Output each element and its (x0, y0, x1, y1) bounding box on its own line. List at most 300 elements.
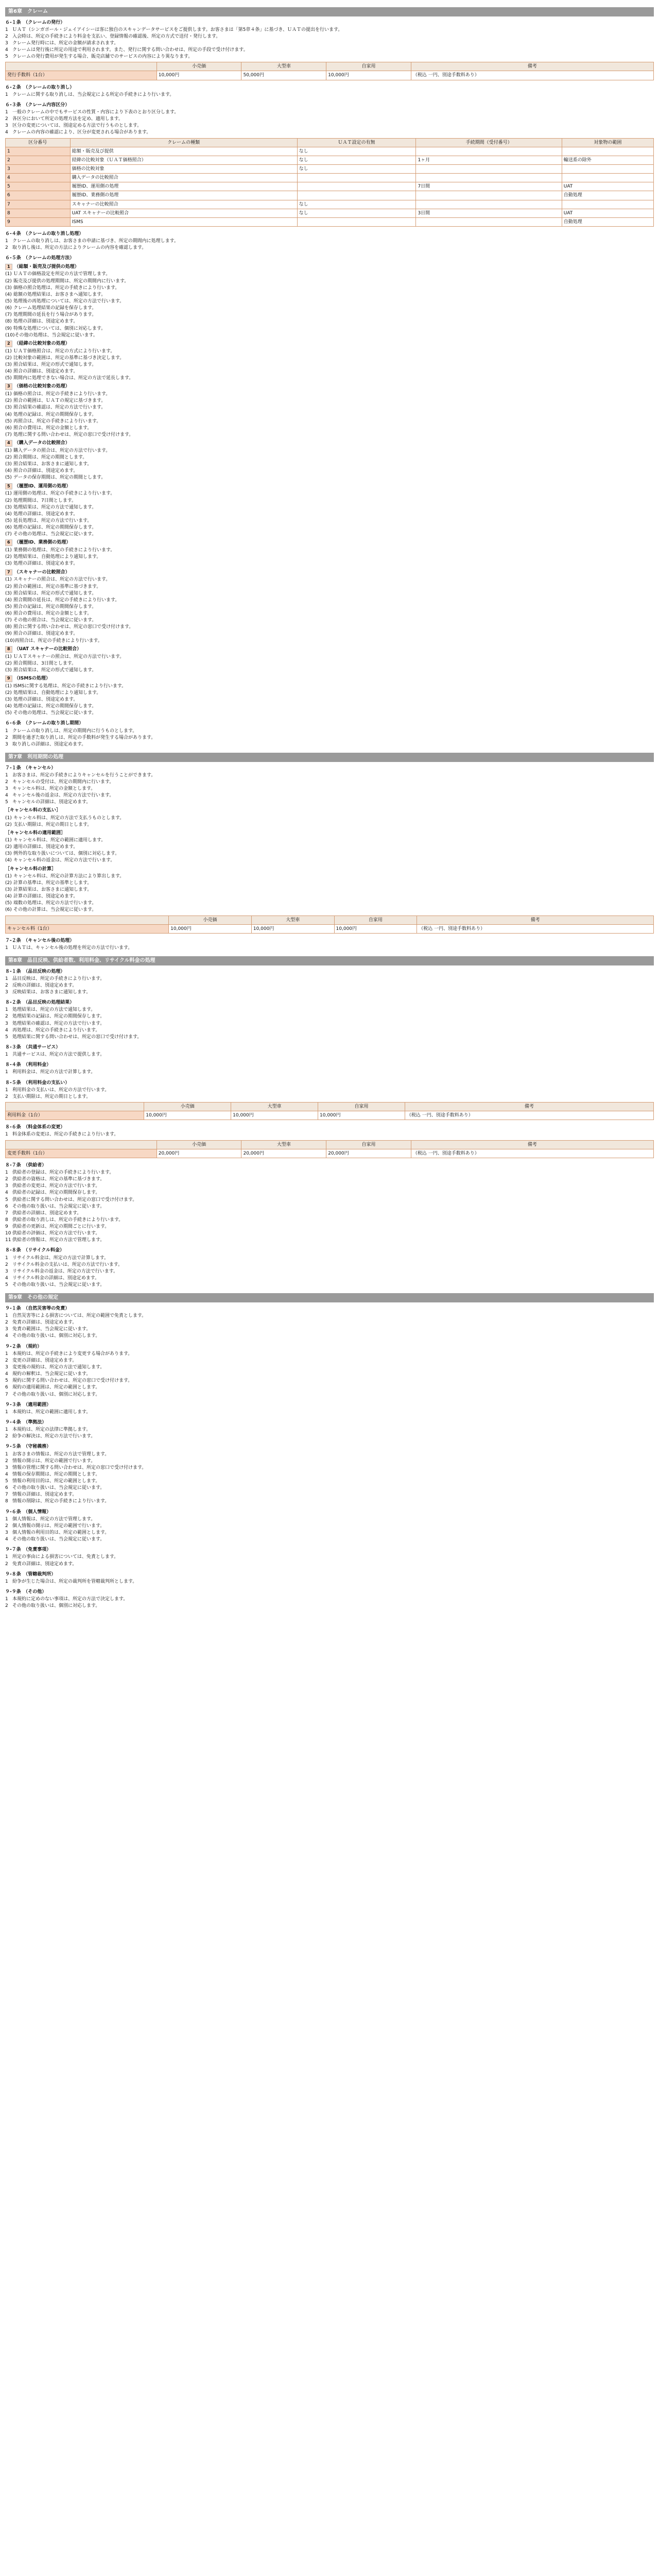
list-item (5, 900, 654, 906)
list-item-text: 処理結果は、自動処理により通知します。 (13, 690, 101, 696)
list-item-number: (2) (5, 455, 12, 460)
list-item-number: (9) (5, 326, 12, 331)
article (5, 938, 654, 951)
article (5, 1247, 654, 1288)
paragraph (5, 1371, 654, 1377)
table-cell: キャンセル料（1台） (6, 924, 169, 933)
table-cell: （税込 一円、別途手数料あり） (405, 1111, 653, 1120)
list-item-text: 計算の基準は、所定の基準とします。 (13, 880, 92, 886)
list-item-text: キャンセル料は、所定の範囲に適用します。 (13, 837, 106, 843)
paragraph-text: 紛争が生じた場合は、所定の裁判所を管轄裁判所とします。 (12, 1579, 137, 1584)
table-cell: （税込 一円、別途手数料あり） (417, 924, 654, 933)
list-item (5, 822, 654, 828)
table-row (6, 71, 654, 80)
list-item-number: (6) (5, 525, 12, 531)
table-cell: ISMS (70, 217, 297, 226)
paragraph-number: 3 (5, 1530, 8, 1536)
list-item-text: 照合期間は、所定の期間とします。 (13, 455, 88, 460)
paragraph-text: 自然災害等による損害については、所定の範囲で免責とします。 (12, 1313, 147, 1318)
article (5, 1444, 654, 1504)
paragraph-text: 本規約は、所定の範囲に適用します。 (12, 1409, 91, 1415)
table-header-row (6, 916, 654, 924)
subsection-badge: 8 (5, 646, 12, 653)
list-item-text: 照合期間の延長は、所定の手続きにより行います。 (13, 597, 120, 603)
paragraph-text: クレーム発行時には、所定の金額が請求されます。 (12, 40, 119, 46)
table-cell (416, 165, 562, 174)
paragraph (5, 1131, 654, 1138)
paragraph (5, 1275, 654, 1281)
paragraph (5, 1427, 654, 1433)
paragraph-number: 7 (5, 1392, 8, 1397)
table-header-cell (6, 1102, 144, 1111)
paragraph-number: 1 (5, 1007, 8, 1013)
subsection-badge: 6 (5, 539, 12, 546)
paragraph-number: 2 (5, 1434, 8, 1439)
paragraph-number: 1 (5, 1516, 8, 1522)
paragraph (5, 1326, 654, 1332)
paragraph-number: 4 (5, 1027, 8, 1033)
table-header-cell: 小売価 (144, 1102, 231, 1111)
paragraph (5, 1190, 654, 1196)
list-item (5, 292, 654, 298)
table-header-cell: 小売価 (169, 916, 252, 924)
list-item (5, 851, 654, 857)
list-item-text: 再照合は、所定の手続きにより行います。 (13, 418, 101, 424)
paragraph (5, 1268, 654, 1275)
list-item-number: (4) (5, 858, 12, 863)
table-row (6, 217, 654, 226)
paragraph-text: お客さまは、所定の手続きによりキャンセルを行うことができます。 (12, 772, 156, 778)
fee-table (5, 1140, 654, 1158)
list-item-text: キャンセル料の返金は、所定の方法で行います。 (13, 858, 115, 863)
list-item-number: (5) (5, 518, 12, 523)
list-item (5, 667, 654, 673)
table-cell: 1ヶ月 (416, 156, 562, 164)
paragraph-text: クレームの取り消しは、所定の期間内に行うものとします。 (12, 728, 137, 734)
paragraph-text: 処理結果の記録は、所定の期間保存します。 (12, 1014, 105, 1020)
paragraph (5, 1237, 654, 1243)
list-item (5, 312, 654, 318)
paragraph (5, 1351, 654, 1357)
paragraph (5, 123, 654, 129)
list-item-number: (7) (5, 312, 12, 318)
subsection-badge: 2 (5, 341, 12, 347)
paragraph-number: 1 (5, 1070, 8, 1075)
paragraph-number: 1 (5, 1554, 8, 1560)
list-item-number: (1) (5, 683, 12, 689)
paragraph (5, 92, 654, 98)
list-item-number: (2) (5, 880, 12, 886)
table-cell: 6 (6, 191, 71, 200)
paragraph-text: クレームの発行費用が発生する場合、販売店舗でのサービスの内容により異なります。 (12, 54, 193, 60)
paragraph (5, 1478, 654, 1484)
paragraph-text: リサイクル料金の返金は、所定の方法で行います。 (12, 1268, 118, 1274)
table-header-cell: 自家用 (326, 62, 411, 71)
subsection-badge: 5 (5, 483, 12, 490)
list-item-number: (6) (5, 425, 12, 431)
paragraph-text: 規約の適用範囲は、所定の範囲とします。 (12, 1385, 100, 1391)
paragraph (5, 1358, 654, 1364)
subsection-heading (5, 830, 654, 836)
paragraph-text: 情報の管理に関する問い合わせは、所定の窓口で受け付けます。 (12, 1465, 147, 1470)
list-item (5, 683, 654, 689)
table-row (6, 924, 654, 933)
list-item-text: 照合の詳細は、別途定めます。 (13, 369, 78, 374)
table-header-cell (6, 916, 169, 924)
paragraph-number: 2 (5, 1561, 8, 1567)
list-item-number: (1) (5, 348, 12, 354)
subsection-heading (5, 675, 654, 682)
list-item-text: 計算の詳細は、別途定めます。 (13, 894, 78, 900)
paragraph-number: 5 (5, 1197, 8, 1202)
list-item (5, 907, 654, 913)
list-item-number: (4) (5, 511, 12, 517)
article (5, 20, 654, 80)
list-item-number: (2) (5, 584, 12, 589)
list-item-number: (4) (5, 468, 12, 474)
paragraph-number: 3 (5, 989, 8, 995)
list-item (5, 490, 654, 497)
subsection-badge: 9 (5, 675, 12, 682)
paragraph-number: 3 (5, 1183, 8, 1189)
paragraph-text: 情報の詳細は、別途定めます。 (12, 1492, 77, 1498)
list-item-number: (1) (5, 272, 12, 277)
paragraph (5, 1094, 654, 1100)
paragraph-text: 供給者の評価は、所定の方法で行います。 (12, 1231, 100, 1236)
paragraph (5, 27, 654, 33)
list-item (5, 590, 654, 597)
paragraph-text: 情報の削除は、所定の手続きにより行います。 (12, 1499, 110, 1504)
table-cell (297, 182, 416, 191)
list-item-text: その他の処理は、当会規定に従います。 (13, 710, 97, 716)
paragraph-number: 5 (5, 1282, 8, 1288)
table-cell: 8 (6, 209, 71, 217)
paragraph-number: 1 (5, 1351, 8, 1357)
table-row (6, 191, 654, 200)
paragraph-text: 処理結果は、所定の方法で通知します。 (12, 1007, 96, 1013)
paragraph-number: 3 (5, 1268, 8, 1274)
paragraph-number: 1 (5, 1132, 8, 1138)
table-cell: 履歴ID、運用側の処理 (70, 182, 297, 191)
list-item-number: (2) (5, 844, 12, 850)
list-item (5, 561, 654, 567)
paragraph (5, 1052, 654, 1058)
list-item-number: (3) (5, 667, 12, 673)
paragraph (5, 1282, 654, 1288)
paragraph-text: 供給者の情報は、所定の方法で管理します。 (12, 1238, 105, 1243)
list-item (5, 368, 654, 375)
paragraph-number: 4 (5, 1471, 8, 1477)
table-header-cell: 備考 (417, 916, 654, 924)
paragraph-text: リサイクル料金の支払いは、所定の方法で行います。 (12, 1262, 123, 1267)
list-item (5, 454, 654, 461)
paragraph (5, 786, 654, 792)
paragraph-text: 本規約は、所定の手続きにより変更する場合があります。 (12, 1351, 133, 1357)
paragraph (5, 735, 654, 741)
paragraph-text: 変更の詳細は、別途定めます。 (12, 1358, 77, 1363)
paragraph-text: その他の取り扱いは、個別に対応します。 (12, 1603, 100, 1609)
table-row (6, 209, 654, 217)
article (5, 1080, 654, 1121)
list-item-number: (4) (5, 369, 12, 374)
paragraph-number: 1 (5, 1313, 8, 1318)
paragraph-number: 1 (5, 1052, 8, 1058)
paragraph (5, 1183, 654, 1189)
list-item-number: (3) (5, 405, 12, 411)
table-cell: 20,000円 (157, 1149, 241, 1158)
table-cell: スキャナーの比較照合 (70, 200, 297, 209)
list-item-text: 照合結果は、所定の形式で通知します。 (13, 667, 97, 673)
paragraph-number: 6 (5, 1385, 8, 1391)
list-item (5, 893, 654, 900)
list-item-text: 処理の記録は、所定の期間保存します。 (13, 525, 97, 531)
fee-table (5, 138, 654, 227)
paragraph-text: 本規約は、所定の法律に準拠します。 (12, 1427, 91, 1433)
table-cell (562, 147, 653, 156)
subsection-title: （履歴ID、運用側の処理） (14, 483, 71, 489)
paragraph (5, 1516, 654, 1522)
list-item-text: その他の処理は、当会規定に従います。 (14, 332, 98, 338)
paragraph (5, 1485, 654, 1491)
article (5, 999, 654, 1040)
subsection-title: （購入データの比較照合） (14, 440, 70, 446)
paragraph-text: 紛争の解決は、所定の方法で行います。 (12, 1434, 96, 1439)
article-heading: ６-２条 （クレームの取り消し） (5, 84, 75, 90)
paragraph-text: 料金体系の変更は、所定の手続きにより行います。 (12, 1132, 119, 1138)
list-item-text: 処理の詳細は、別途定めます。 (13, 511, 78, 517)
paragraph-number: 2 (5, 982, 8, 988)
list-item-text: 価格の照合処理は、所定の手続きにより行います。 (13, 285, 120, 291)
article-heading: ８-８条 （リサイクル料金） (5, 1248, 64, 1253)
list-item (5, 638, 654, 644)
article-heading: ８-７条 （供給者） (5, 1162, 47, 1168)
paragraph (5, 989, 654, 995)
table-row (6, 1149, 654, 1158)
paragraph (5, 116, 654, 122)
list-item (5, 654, 654, 660)
paragraph-text: その他の取り扱いは、当会規定に従います。 (12, 1282, 105, 1288)
article-heading: ９-６条 （個人情報） (5, 1509, 51, 1515)
table-row (6, 174, 654, 182)
table-cell (562, 174, 653, 182)
list-item-text: 照合の範囲は、ＵＡＴの規定に基づきます。 (13, 398, 106, 404)
list-item (5, 660, 654, 667)
paragraph-text: その他の取り扱いは、当会規定に従います。 (12, 1204, 105, 1209)
list-item (5, 857, 654, 863)
paragraph-number: 2 (5, 1523, 8, 1529)
paragraph (5, 1554, 654, 1560)
paragraph-text: 入会時は、所定の手続きにより料金を支払い、登録情報の確認後、所定の方式で送付・発行します。 (12, 33, 221, 39)
list-item-number: (2) (5, 355, 12, 361)
table-header-cell: 備考 (411, 62, 653, 71)
chapter-title: 第9章 その他の規定 (5, 1293, 654, 1302)
list-item-number: (5) (5, 901, 12, 906)
chapter-section (5, 1293, 654, 1609)
paragraph (5, 245, 654, 251)
table-cell: 10,000円 (251, 924, 334, 933)
list-item-text: 端数の処理は、所定の方法で行います。 (13, 901, 97, 906)
list-item-number: (3) (5, 462, 12, 467)
paragraph-number: 5 (5, 800, 8, 805)
list-item (5, 617, 654, 623)
list-item-number: (3) (5, 285, 12, 291)
paragraph (5, 40, 654, 46)
list-item-text: 照合期間は、3日間とします。 (13, 660, 77, 666)
paragraph (5, 1013, 654, 1020)
paragraph-text: 利用料金の支払いは、所定の方法で行います。 (12, 1087, 110, 1093)
article (5, 1344, 654, 1398)
paragraph-number: 4 (5, 130, 8, 135)
paragraph (5, 1087, 654, 1093)
paragraph (5, 1333, 654, 1339)
paragraph (5, 1523, 654, 1529)
paragraph-number: 1 (5, 110, 8, 115)
subsection-heading (5, 569, 654, 576)
paragraph-number: 2 (5, 116, 8, 122)
paragraph-number: 7 (5, 1492, 8, 1498)
table-header-cell: 大型車 (241, 1140, 326, 1149)
list-item-text: 照合結果は、お客さまに通知します。 (13, 462, 92, 467)
list-item (5, 815, 654, 821)
paragraph-text: 供給者の更新は、所定の期間ごとに行います。 (12, 1224, 110, 1230)
paragraph-text: 供給者の詳細は、別途定めます。 (12, 1210, 82, 1216)
table-cell: （税込 一円、別途手数料あり） (411, 1149, 653, 1158)
list-item (5, 425, 654, 431)
paragraph (5, 1561, 654, 1567)
table-cell: 発行手数料（1台） (6, 71, 157, 80)
table-cell (416, 191, 562, 200)
fee-table (5, 62, 654, 80)
table-cell: 履歴ID、業務側の処理 (70, 191, 297, 200)
article-heading: ７-１条 （キャンセル） (5, 765, 56, 771)
paragraph-text: リサイクル料金の詳細は、別途定めます。 (12, 1276, 100, 1281)
paragraph-number: 4 (5, 1537, 8, 1543)
table-cell (297, 174, 416, 182)
list-item-text: 処理結果は、自動処理により通知します。 (13, 554, 101, 560)
article (5, 255, 654, 716)
article (5, 1589, 654, 1609)
article-heading: ９-２条 （規約） (5, 1344, 42, 1349)
list-item (5, 474, 654, 481)
paragraph-number: 10 (5, 1231, 11, 1236)
table-header-cell: 対象物の範囲 (562, 138, 653, 147)
paragraph (5, 1319, 654, 1326)
article (5, 1509, 654, 1543)
paragraph (5, 109, 654, 115)
paragraph-number: 6 (5, 1485, 8, 1491)
list-item-number: (5) (5, 418, 12, 424)
list-item-number: (5) (5, 298, 12, 304)
paragraph-text: 取り消し後は、所定の方法によりクレームの内容を確認します。 (12, 245, 147, 251)
table-cell: 10,000円 (326, 71, 411, 80)
table-header-cell: 大型車 (231, 1102, 318, 1111)
list-item-text: 照合結果の確認は、所定の方法で行います。 (13, 405, 106, 411)
article-heading: ８-５条 （利用料金の支払い） (5, 1080, 70, 1086)
paragraph (5, 33, 654, 40)
article (5, 720, 654, 748)
table-cell: UAT スキャナーの比較照合 (70, 209, 297, 217)
table-cell: 2 (6, 156, 71, 164)
list-item-number: (6) (5, 907, 12, 913)
list-item-text: 照合に関する問い合わせは、所定の窓口で受け付けます。 (13, 624, 134, 630)
subsection-title: （価格の比較対象の処理） (14, 384, 70, 389)
list-item-number: (2) (5, 822, 12, 827)
list-item (5, 887, 654, 893)
list-item (5, 305, 654, 311)
list-item-number: (3) (5, 697, 12, 703)
paragraph (5, 1364, 654, 1370)
paragraph (5, 1034, 654, 1040)
list-item (5, 418, 654, 425)
paragraph-text: 期間を過ぎた取り消しは、所定の手数料が発生する場合があります。 (12, 735, 156, 740)
table-cell: 総額・販売及び提供 (70, 147, 297, 156)
article (5, 1419, 654, 1439)
paragraph-text: 供給者の資格は、所定の基準に基づきます。 (12, 1177, 105, 1182)
paragraph-text: 各区分において所定の処理方法を定め、適用します。 (12, 116, 123, 122)
paragraph (5, 1217, 654, 1223)
table-cell (562, 165, 653, 174)
chapter-section (5, 753, 654, 951)
paragraph-number: 1 (5, 728, 8, 734)
article (5, 765, 654, 934)
list-item-number: (1) (5, 548, 12, 553)
list-item-text: 比較対象の範囲は、所定の基準に基づき決定します。 (13, 355, 125, 361)
paragraph-number: 1 (5, 1087, 8, 1093)
paragraph (5, 238, 654, 244)
list-item-number: (2) (5, 690, 12, 696)
table-cell: なし (297, 165, 416, 174)
list-item-text: 照合の費用は、所定の金額とします。 (13, 611, 92, 617)
table-row (6, 200, 654, 209)
article (5, 1402, 654, 1415)
list-item (5, 690, 654, 696)
list-item-number: (3) (5, 590, 12, 596)
document-body (5, 7, 654, 1609)
table-cell: 10,000円 (169, 924, 252, 933)
list-item-number: (4) (5, 597, 12, 603)
list-item-text: 購入データの照合は、所定の方法で行います。 (13, 448, 111, 453)
paragraph-text: 情報の利用目的は、所定の範囲とします。 (12, 1479, 100, 1484)
list-item-number: (3) (5, 362, 12, 367)
paragraph-text: 本規約に定めのない事項は、所定の方法で決定します。 (12, 1597, 128, 1602)
paragraph-number: 2 (5, 1094, 8, 1099)
list-item-number: (3) (5, 887, 12, 892)
paragraph (5, 1021, 654, 1027)
list-item-number: (6) (5, 611, 12, 617)
paragraph-number: 1 (5, 1170, 8, 1175)
list-item-number: (4) (5, 894, 12, 900)
list-item (5, 524, 654, 531)
list-item-number: (2) (5, 278, 12, 284)
paragraph-number: 1 (5, 239, 8, 244)
paragraph (5, 54, 654, 60)
list-item-number: (3) (5, 504, 12, 510)
paragraph (5, 1392, 654, 1398)
subsection-heading (5, 383, 654, 390)
fee-table (5, 1102, 654, 1120)
paragraph-number: 11 (5, 1238, 11, 1243)
table-header-cell: 備考 (405, 1102, 653, 1111)
table-header-cell: 自家用 (318, 1102, 405, 1111)
list-item-number: (5) (5, 710, 12, 716)
table-cell: UAT (562, 182, 653, 191)
subsection-title: （経緯の比較対象の処理） (14, 341, 70, 346)
paragraph (5, 1465, 654, 1471)
list-item (5, 355, 654, 361)
paragraph (5, 1471, 654, 1478)
list-item-number: (2) (5, 398, 12, 404)
paragraph-number: 3 (5, 1465, 8, 1470)
